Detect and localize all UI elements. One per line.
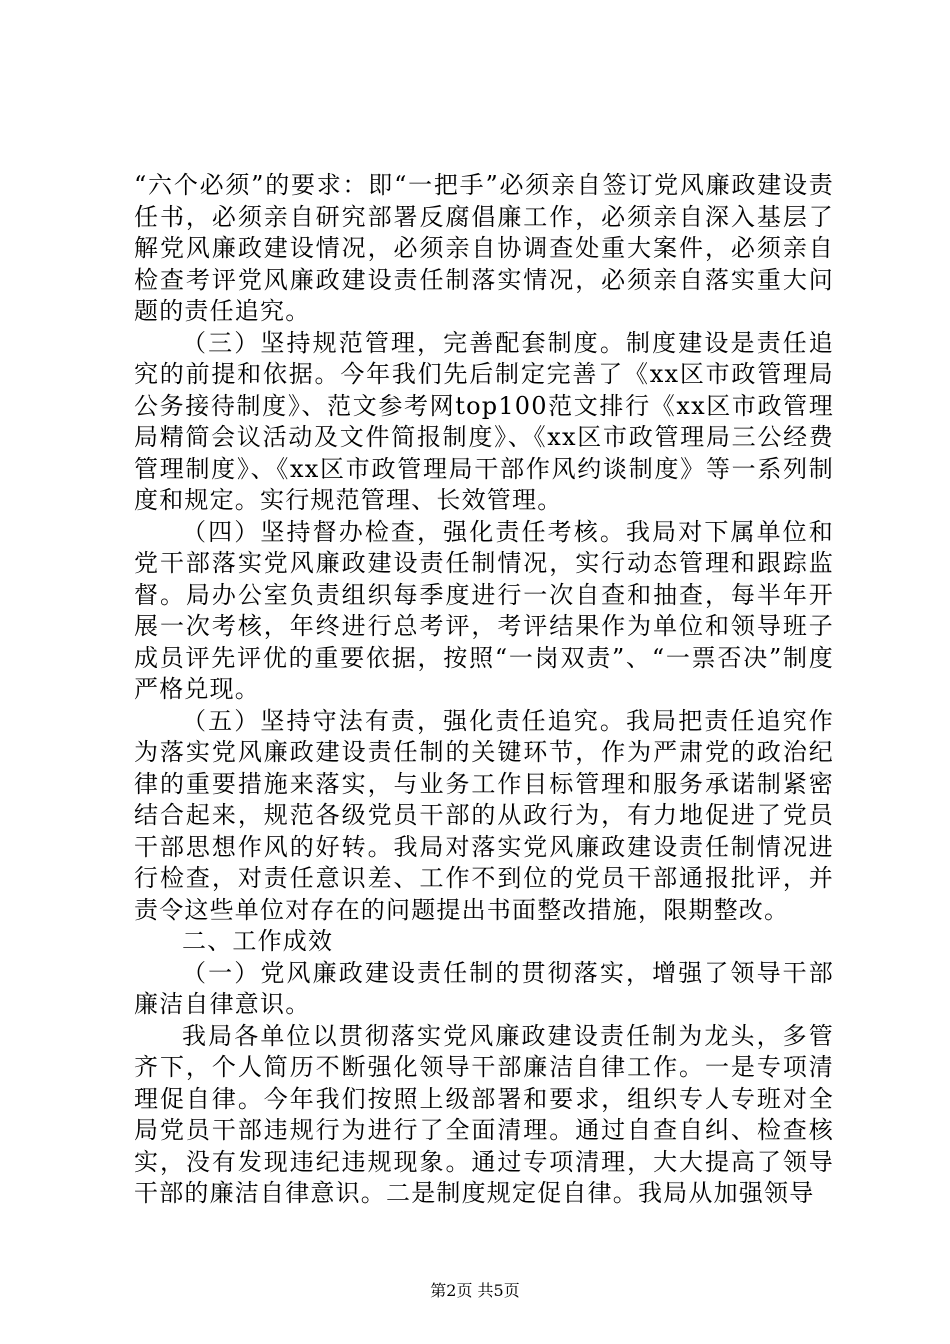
body-paragraph-section-5: （五）坚持守法有责，强化责任追究。我局把责任追究作为落实党风廉政建设责任制的关键环节，作为严肃党的政治纪律的重要措施来落实，与业务工作目标管理和服务承诺制紧密结合起来，规范各级党员干部的从政行为，有力地促进了党员干部思想作风的好转。我局对落实党风廉政建设责任制情况进行检查，对责任意识差、工作不到位的党员干部通报批评，并责令这些单位对存在的问题提出书面整改措施，限期整改。 — [134, 706, 834, 924]
page-footer: 第2页 共5页 — [430, 1281, 520, 1300]
subsection-heading-1: （一）党风廉政建设责任制的贯彻落实，增强了领导干部廉洁自律意识。 — [134, 958, 834, 1018]
body-paragraph-section-4: （四）坚持督办检查，强化责任考核。我局对下属单位和党干部落实党风廉政建设责任制情况，实行动态管理和跟踪监督。局办公室负责组织每季度进行一次自查和抽查，每半年开展一次考核，年终进行总考评，考评结果作为单位和领导班子成员评先评优的重要依据，按照“一岗双责”、“一票否决”制度严格兑现。 — [134, 517, 834, 703]
section-heading-results: 二、工作成效 — [182, 927, 334, 955]
body-paragraph-section-3: （三）坚持规范管理，完善配套制度。制度建设是责任追究的前提和依据。今年我们先后制定完善了《xx区市政管理局公务接待制度》、范文参考网top100范文排行《xx区市政管理局精简会议活动及文件简报制度》、《xx区市政管理局三公经费管理制度》、《xx区市政管理局干部作风约谈制度》等一系列制度和规定。实行规范管理、长效管理。 — [134, 328, 834, 514]
body-paragraph-results: 我局各单位以贯彻落实党风廉政建设责任制为龙头，多管齐下，个人简历不断强化领导干部廉洁自律工作。一是专项清理促自律。今年我们按照上级部署和要求，组织专人专班对全局党员干部违规行为进行了全面清理。通过自查自纠、检查核实，没有发现违纪违规现象。通过专项清理，大大提高了领导干部的廉洁自律意识。二是制度规定促自律。我局从加强领导 — [134, 1021, 834, 1207]
body-paragraph-continuation: “六个必须”的要求：即“一把手”必须亲自签订党风廉政建设责任书，必须亲自研究部署反腐倡廉工作，必须亲自深入基层了解党风廉政建设情况，必须亲自协调查处重大案件，必须亲自检查考评党风廉政建设责任制落实情况，必须亲自落实重大问题的责任追究。 — [134, 171, 834, 325]
document-body — [134, 170, 834, 1210]
